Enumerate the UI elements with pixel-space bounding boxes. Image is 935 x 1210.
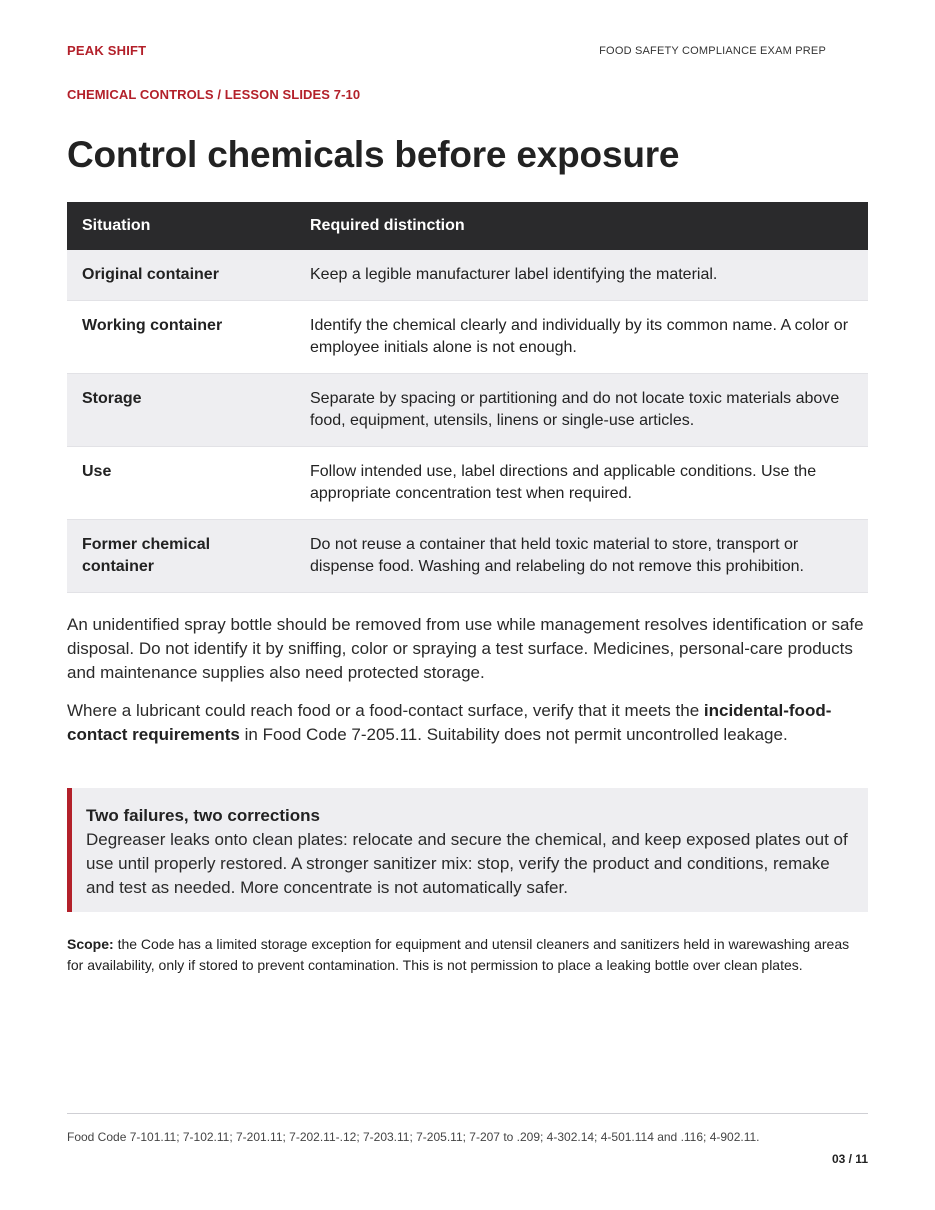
course-label: FOOD SAFETY COMPLIANCE EXAM PREP: [599, 45, 826, 57]
page-number: 03 / 11: [831, 1152, 868, 1166]
scope-text: the Code has a limited storage exception for equipment and utensil cleaners and sanitizers held in warewashing areas for availability, only if stored to prevent contamination. This is not permission to place a leaking bottle over clean plates.: [67, 936, 850, 973]
document-page: [67, 0, 868, 1210]
table-row: [67, 447, 868, 520]
distinction-cell: Identify the chemical clearly and individually by its common name. A color or employee initials alone is not enough.: [295, 301, 868, 374]
section-eyebrow: CHEMICAL CONTROLS / LESSON SLIDES 7-10: [67, 87, 361, 102]
lubricant-text-end: in Food Code 7-205.11. Suitability does not permit uncontrolled leakage.: [239, 725, 788, 744]
lubricant-paragraph: [67, 699, 868, 747]
distinction-cell: Separate by spacing or partitioning and do not locate toxic materials above food, equipment, utensils, linens or single-use articles.: [295, 374, 868, 447]
distinction-cell: Do not reuse a container that held toxic material to store, transport or dispense food. Washing and relabeling do not remove this prohibition.: [295, 520, 868, 593]
callout-title: Two failures, two corrections: [86, 806, 320, 825]
table-row: [67, 250, 868, 301]
situation-cell: Former chemical container: [67, 520, 295, 593]
column-header-situation: Situation: [67, 202, 295, 250]
footer-references: Food Code 7-101.11; 7-102.11; 7-201.11; 7-202.11-.12; 7-203.11; 7-205.11; 7-207 to .209; 4-302.14; 4-501.114 and .116; 4-902.11.: [67, 1130, 760, 1144]
distinction-cell: Follow intended use, label directions and applicable conditions. Use the appropriate concentration test when required.: [295, 447, 868, 520]
situation-cell: Original container: [67, 250, 295, 301]
callout-box: [67, 788, 868, 912]
table-row: [67, 301, 868, 374]
column-header-distinction: Required distinction: [295, 202, 868, 250]
table-row: [67, 374, 868, 447]
situation-cell: Use: [67, 447, 295, 520]
table-row: [67, 520, 868, 593]
situation-cell: Working container: [67, 301, 295, 374]
distinction-cell: Keep a legible manufacturer label identifying the material.: [295, 250, 868, 301]
callout-body: Degreaser leaks onto clean plates: relocate and secure the chemical, and keep exposed plates out of use until properly restored. A stronger sanitizer mix: stop, verify the product and conditions, remake and test as needed. More concentrate is not automatically safer.: [86, 830, 848, 897]
scope-note: [67, 934, 868, 976]
unidentified-bottle-paragraph: An unidentified spray bottle should be removed from use while management resolves identification or safe disposal. Do not identify it by sniffing, color or spraying a test surface. Medicines, personal-care products and maintenance supplies also need protected storage.: [67, 615, 864, 682]
situation-cell: Storage: [67, 374, 295, 447]
lubricant-text-start: Where a lubricant could reach food or a food-contact surface, verify that it meets the: [67, 701, 704, 720]
scope-label: Scope:: [67, 936, 114, 952]
page-title: Control chemicals before exposure: [67, 134, 680, 175]
footer-divider: [67, 1113, 868, 1114]
chemical-controls-table: [67, 202, 868, 593]
table-header-row: [67, 202, 868, 250]
lubricant-emphasis: incidental-food-contact requirements: [67, 701, 832, 744]
brand-label: PEAK SHIFT: [67, 43, 147, 58]
